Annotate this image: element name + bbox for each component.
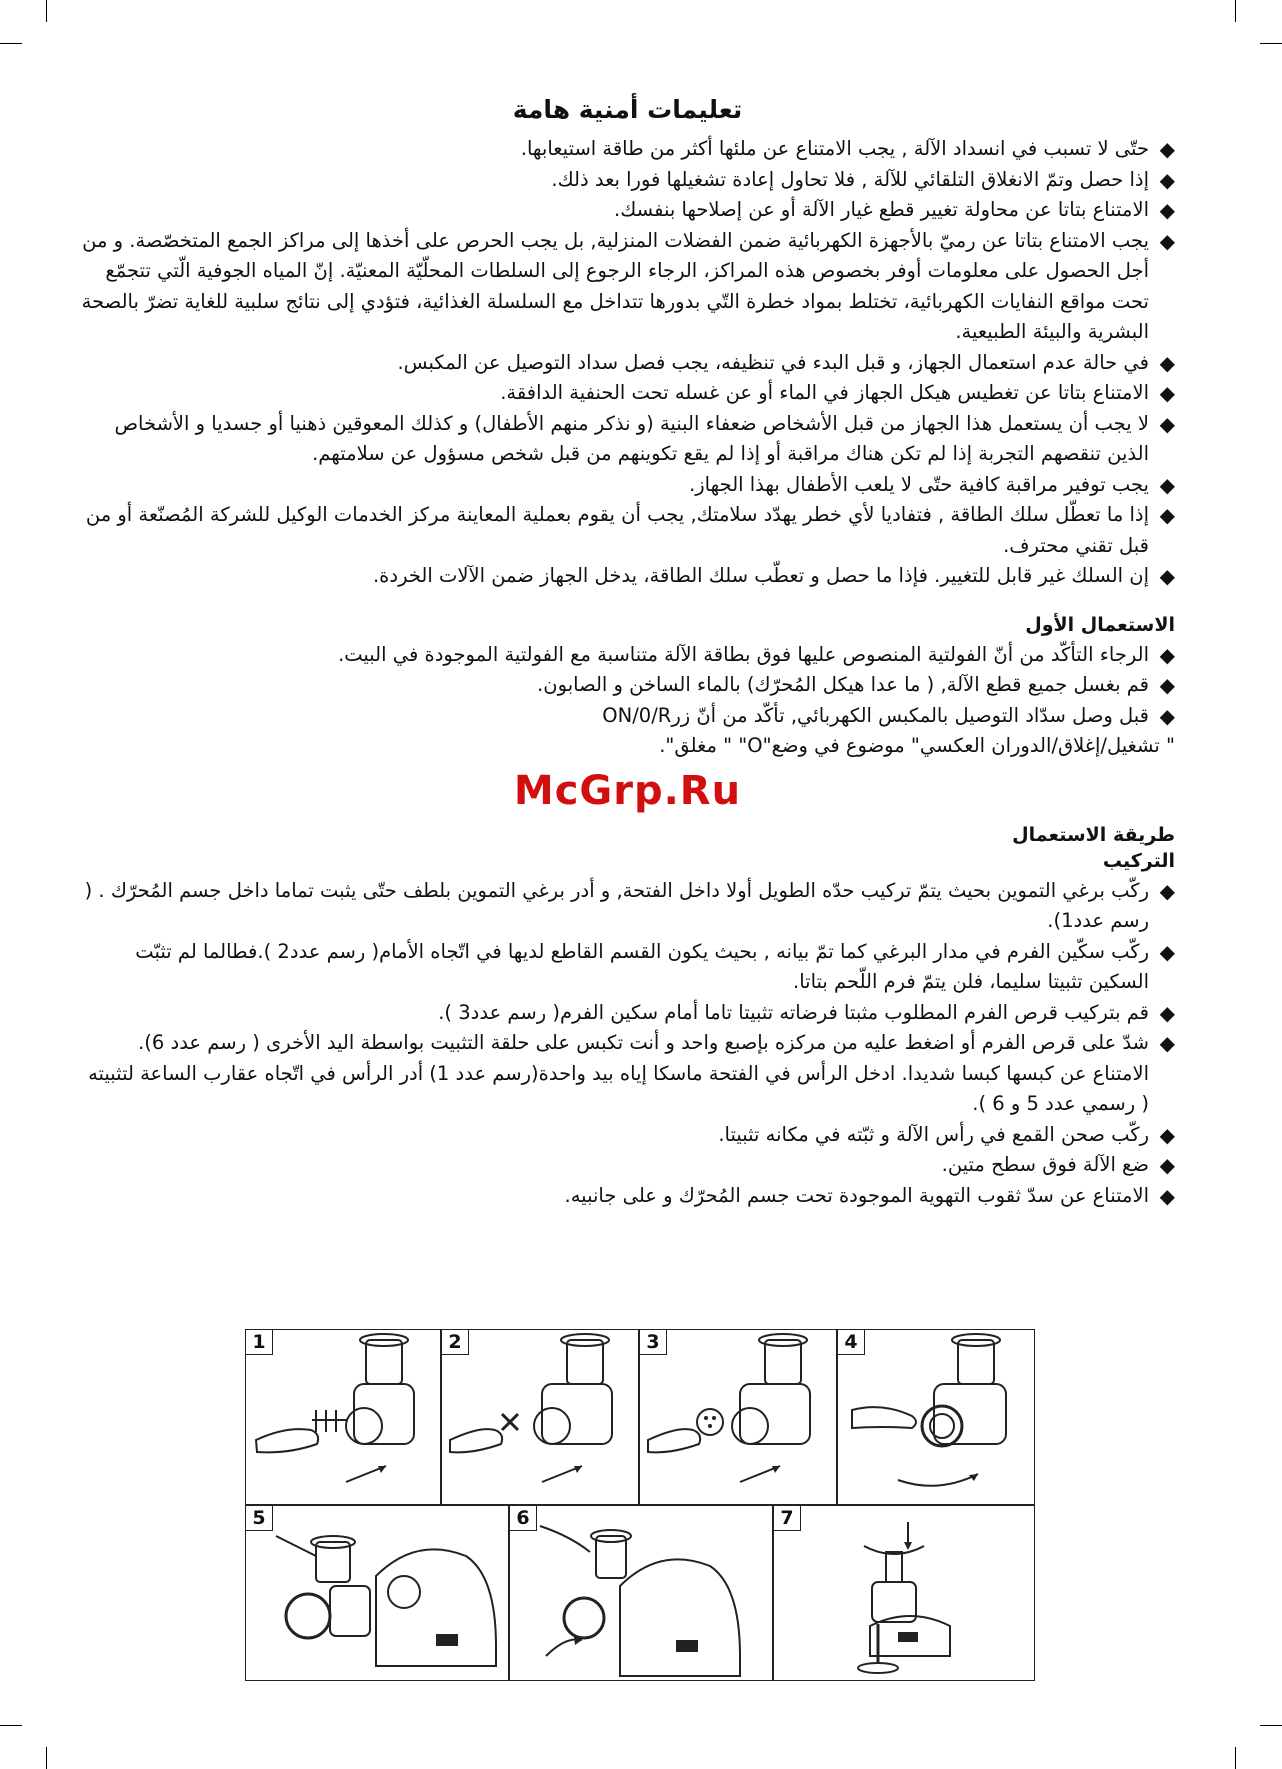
- figure-number: 3: [640, 1330, 667, 1355]
- figure-number: 4: [838, 1330, 865, 1355]
- figure-6: [509, 1505, 773, 1681]
- list-item: ◆ يجب الامتناع بتاتا عن رميّ بالأجهزة الكهربائية ضمن الفضلات المنزلية, بل يجب الحرص على أخذها إلى مراكز الجمع المتخصّصة. و من أجل الحصول على معلومات أوفر بخصوص هذه المراكز، الرجاء الرجوع إلى السلطات المحلّيّة المعنيّة. إنّ المياه الجوفية الّتي تتجمّع تحت مواقع النفايات الكهربائية، تختلط بمواد خطرة التّي بدورها تتداخل مع السلسلة الغذائية، فتؤدي إلى نتائج سلبية للغاية تضرّ بالصحة البشرية والبيئة الطبيعية.: [80, 226, 1175, 348]
- list-item: ◆ الامتناع عن سدّ ثقوب التهوية الموجودة تحت جسم المُحرّك و على جانبيه.: [80, 1181, 1175, 1212]
- diamond-bullet-icon: ◆: [1159, 939, 1175, 964]
- figure-1: [245, 1329, 441, 1505]
- list-item: ◆ ركّب صحن القمع في رأس الآلة و ثبّته في مكانه تثبيتا.: [80, 1120, 1175, 1151]
- usage-list: [80, 876, 1175, 1212]
- figure-3: [639, 1329, 837, 1505]
- meat-grinder-illustration-icon: [246, 1330, 442, 1506]
- diamond-bullet-icon: ◆: [1159, 228, 1175, 253]
- diamond-bullet-icon: ◆: [1159, 411, 1175, 436]
- list-item: ◆ إذا حصل وتمّ الانغلاق التلقائي للآلة , فلا تحاول إعادة تشغيلها فورا بعد ذلك.: [80, 165, 1175, 196]
- diamond-bullet-icon: ◆: [1159, 381, 1175, 405]
- meat-grinder-illustration-icon: [510, 1506, 774, 1682]
- figure-5: [245, 1505, 509, 1681]
- list-item: ◆ حتّى لا تسبب في انسداد الآلة , يجب الامتناع عن ملئها أكثر من طاقة استيعابها.: [80, 134, 1175, 165]
- page-title: تعليمات أمنية هامة: [512, 95, 743, 124]
- section-heading: الاستعمال الأول: [1025, 613, 1175, 636]
- usage-section: [80, 824, 1175, 1212]
- diamond-bullet-icon: ◆: [1159, 472, 1175, 497]
- list-item: ◆ في حالة عدم استعمال الجهاز، و قبل البدء في تنظيفه، يجب فصل سداد التوصيل عن المكبس.: [80, 348, 1175, 379]
- diamond-bullet-icon: ◆: [1159, 1122, 1175, 1147]
- section-heading: طريقة الاستعمال: [1012, 823, 1175, 846]
- meat-grinder-illustration-icon: [838, 1330, 1036, 1506]
- figure-number: 6: [510, 1506, 537, 1531]
- diamond-bullet-icon: ◆: [1159, 1000, 1175, 1025]
- list-item: ◆ ضع الآلة فوق سطح متين.: [80, 1150, 1175, 1181]
- crop-mark: [0, 43, 22, 44]
- diamond-bullet-icon: ◆: [1159, 167, 1175, 192]
- figure-4: [837, 1329, 1035, 1505]
- figure-number: 7: [774, 1506, 801, 1531]
- meat-grinder-illustration-icon: [442, 1330, 640, 1506]
- diamond-bullet-icon: ◆: [1159, 564, 1175, 588]
- list-item: ◆ شدّ على قرص الفرم أو اضغط عليه من مركزه بإصبع واحد و أنت تكبس على حلقة التثبيت بواسطة اليد الأخرى ( رسم عدد 6). الامتناع عن كبسها كبسا شديدا. ادخل الرأس في الفتحة ماسكا إياه بيد واحدة(رسم عدد 1) أدر الرأس في اتّجاه عقارب الساعة لتثبيته ( رسمي عدد 5 و 6 ).: [80, 1028, 1175, 1120]
- diamond-bullet-icon: ◆: [1159, 673, 1175, 697]
- figure-number: 1: [246, 1330, 273, 1355]
- diamond-bullet-icon: ◆: [1159, 642, 1175, 667]
- diamond-bullet-icon: ◆: [1159, 1153, 1175, 1177]
- list-item: ◆ إذا ما تعطّل سلك الطاقة , فتفاديا لأي خطر يهدّد سلامتك, يجب أن يقوم بعملية المعاينة مركز الخدمات الوكيل للشركة المُصنّعة أو من قبل تقني محترف.: [80, 500, 1175, 561]
- diamond-bullet-icon: ◆: [1159, 137, 1175, 161]
- list-item: ◆ الامتناع بتاتا عن تغطيس هيكل الجهاز في الماء أو عن غسله تحت الحنفية الدافقة.: [80, 378, 1175, 409]
- figure-number: 2: [442, 1330, 469, 1355]
- list-item: ◆ ركّب سكّين الفرم في مدار البرغي كما تمّ بيانه , بحيث يكون القسم القاطع لديها في اتّجاه الأمام( رسم عدد2 ).فطالما لم تثبّت السكين تثبيتا سليما، فلن يتمّ فرم اللّحم بتاتا.: [80, 937, 1175, 998]
- crop-mark: [46, 1747, 47, 1769]
- crop-mark: [1235, 0, 1236, 22]
- watermark: McGrp.Ru: [513, 767, 742, 814]
- continuation-text: " تشغيل/إغلاق/الدوران العكسي" موضوع في وضع"O" " مغلق".: [659, 734, 1175, 757]
- diamond-bullet-icon: ◆: [1159, 1183, 1175, 1208]
- diamond-bullet-icon: ◆: [1159, 1031, 1175, 1055]
- list-item: ◆ لا يجب أن يستعمل هذا الجهاز من قبل الأشخاص ضعفاء البنية (و نذكر منهم الأطفال) و كذلك المعوقين ذهنيا أو جسديا و الأشخاص الذين تنقصهم التجربة إذا لم تكن هناك مراقبة أو إذا لم يقع تكوينهم من قبل شخص مسؤول عن سلامتهم.: [80, 409, 1175, 470]
- first-use-section: [80, 614, 1175, 762]
- diamond-bullet-icon: ◆: [1159, 198, 1175, 222]
- figure-number: 5: [246, 1506, 273, 1531]
- document-page: [80, 95, 1175, 1211]
- figure-2: [441, 1329, 639, 1505]
- crop-mark: [1260, 1725, 1282, 1726]
- figure-7: [773, 1505, 1035, 1681]
- crop-mark: [1260, 43, 1282, 44]
- list-item: ◆ قم بتركيب قرص الفرم المطلوب مثبتا فرضاته تثبيتا تاما أمام سكين الفرم( رسم عدد3 ).: [80, 998, 1175, 1029]
- diamond-bullet-icon: ◆: [1159, 703, 1175, 728]
- diamond-bullet-icon: ◆: [1159, 503, 1175, 527]
- list-item: ◆ ركّب برغي التموين بحيث يتمّ تركيب حدّه الطويل أولا داخل الفتحة, و أدر برغي التموين بلطف حتّى يثبت تماما داخل جسم المُحرّك . ( رسم عدد1).: [80, 876, 1175, 937]
- list-item: ◆ الامتناع بتاتا عن محاولة تغيير قطع غيار الآلة أو عن إصلاحها بنفسك.: [80, 195, 1175, 226]
- diamond-bullet-icon: ◆: [1159, 878, 1175, 903]
- meat-grinder-illustration-icon: [246, 1506, 510, 1682]
- crop-mark: [1235, 1747, 1236, 1769]
- diamond-bullet-icon: ◆: [1159, 350, 1175, 375]
- list-item: ◆ قبل وصل سدّاد التوصيل بالمكبس الكهربائي, تأكّد من أنّ زرON/0/R: [80, 701, 1175, 732]
- meat-grinder-illustration-icon: [774, 1506, 1036, 1682]
- crop-mark: [0, 1725, 22, 1726]
- list-item: ◆ الرجاء التأكّد من أنّ الفولتية المنصوص عليها فوق بطاقة الآلة متناسبة مع الفولتية الموجودة في البيت.: [80, 640, 1175, 671]
- list-item: ◆ يجب توفير مراقبة كافية حتّى لا يلعب الأطفال بهذا الجهاز.: [80, 470, 1175, 501]
- crop-mark: [46, 0, 47, 22]
- list-item: ◆ قم بغسل جميع قطع الآلة, ( ما عدا هيكل المُحرّك) بالماء الساخن و الصابون.: [80, 670, 1175, 701]
- safety-list: [80, 134, 1175, 592]
- meat-grinder-illustration-icon: [640, 1330, 838, 1506]
- list-item: ◆ إن السلك غير قابل للتغيير. فإذا ما حصل و تعطّب سلك الطاقة، يدخل الجهاز ضمن الآلات الخردة.: [80, 561, 1175, 592]
- subsection-heading: التركيب: [1102, 849, 1175, 872]
- first-use-list: [80, 640, 1175, 732]
